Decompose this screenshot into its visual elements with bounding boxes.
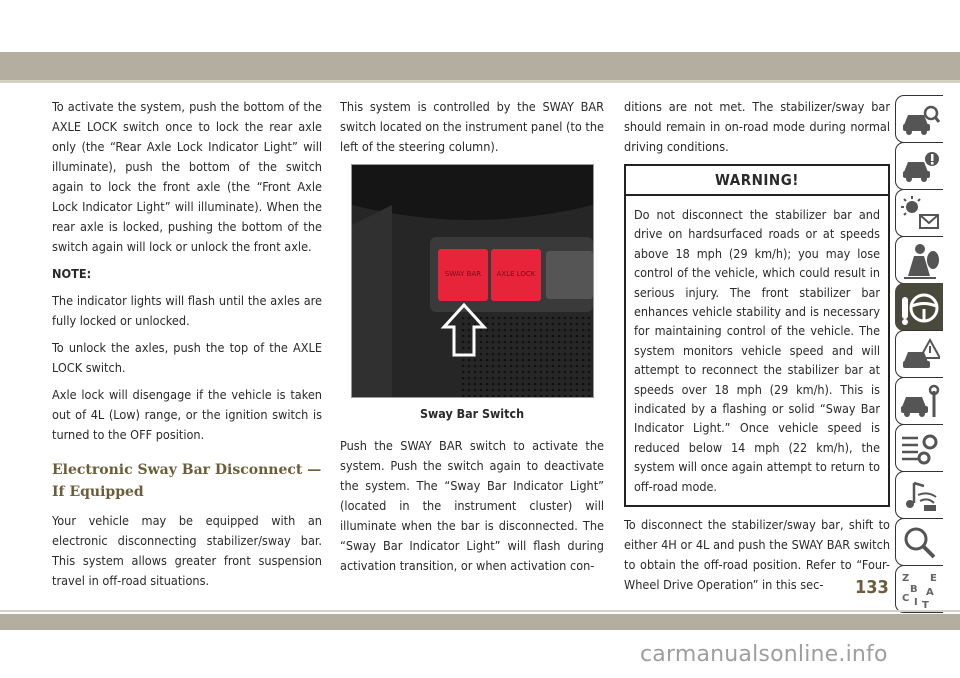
paragraph: To unlock the axles, push the top of the AXLE LOCK switch. bbox=[52, 340, 322, 375]
paragraph: ditions are not met. The stabilizer/sway bar should remain in on-road mode during normal driving conditions. bbox=[624, 99, 890, 154]
axle-label: AXLE LOCK bbox=[496, 270, 535, 278]
top-band bbox=[0, 52, 960, 80]
paragraph: Push the SWAY BAR switch to activate the system. Push the switch again to deactivate the system. The “Sway Bar Indicator Light” (located in the instrument cluster) will illuminate when the bar is disconnected. The “Sway Bar Indicator Light” will flash during activation transition, or when activation con- bbox=[340, 438, 604, 573]
index-letter: C bbox=[902, 593, 910, 604]
warning-text: Do not disconnect the stabilizer bar and drive on hardsurfaced roads or at speeds above 18 mph (29 km/h); you may lose control of the vehicle, which could result in serious injury. The front stabilizer bar enhances vehicle stability and is necessary for maintaining control of the vehicle. The system monitors vehicle speed and will attempt to reconnect the stabilizer bar at speeds over 18 mph (29 km/h). This is indicated by a flashing or solid “Sway Bar Indicator Light.” Once vehicle speed is reduced below 14 mph (22 km/h), the system will once again attempt to return to off-road mode. bbox=[634, 207, 880, 494]
tab-car-info[interactable] bbox=[895, 142, 943, 190]
tab-airbag-seat[interactable] bbox=[895, 236, 943, 284]
warning-box bbox=[624, 164, 890, 507]
tab-car-wrench[interactable] bbox=[895, 377, 943, 425]
index-letter: Z bbox=[902, 573, 910, 584]
tab-car-search[interactable] bbox=[895, 95, 943, 143]
specs-gear-icon bbox=[900, 430, 940, 468]
tab-warning-lights[interactable] bbox=[895, 189, 943, 237]
car-wrench-icon bbox=[900, 383, 940, 421]
car-hazard-icon bbox=[900, 336, 940, 374]
airbag-seat-icon bbox=[900, 242, 940, 280]
index-letter: T bbox=[922, 600, 929, 609]
bottom-band bbox=[0, 614, 960, 630]
index-letter: I bbox=[914, 597, 918, 608]
column-3 bbox=[624, 97, 890, 602]
photo-caption: Sway Bar Switch bbox=[419, 406, 525, 421]
watermark: carmanualsonline.info bbox=[640, 642, 888, 667]
column-1 bbox=[52, 97, 322, 598]
warning-lights-icon bbox=[900, 195, 940, 233]
car-search-icon bbox=[900, 101, 940, 139]
multimedia-icon bbox=[900, 477, 940, 515]
tab-car-hazard[interactable] bbox=[895, 330, 943, 378]
paragraph: To disconnect the stabilizer/sway bar, shift to either 4H or 4L and push the SWAY BAR switch to obtain the off-road position. Refer to “Four-Wheel Drive Operation” in this sec- bbox=[624, 517, 890, 593]
index-letter: B bbox=[910, 584, 918, 595]
column-2 bbox=[340, 97, 604, 583]
paragraph: To activate the system, push the bottom of the AXLE LOCK switch once to lock the rear axle only (the “Rear Axle Lock Indicator Light” will illuminate), push the bottom of the switch again to lock the front axle (the “Front Axle Lock Indicator Light” will illuminate). When the rear axle is locked, pushing the bottom of the switch again will lock or unlock the front axle. bbox=[52, 99, 322, 254]
paragraph: Your vehicle may be equipped with an electronic disconnecting stabilizer/sway bar. This system allows greater front suspension travel in off-road situations. bbox=[52, 513, 322, 588]
tab-specs-gear[interactable] bbox=[895, 424, 943, 472]
note-text: The indicator lights will flash until the axles are fully locked or unlocked. bbox=[52, 293, 322, 328]
car-info-icon bbox=[900, 148, 940, 186]
tab-magnifier[interactable] bbox=[895, 518, 943, 566]
warning-title: WARNING! bbox=[626, 166, 888, 196]
note-label: NOTE: bbox=[52, 266, 92, 281]
index-letter: A bbox=[926, 587, 934, 598]
sway-bar-switch-photo bbox=[351, 164, 594, 398]
page-number: 133 bbox=[855, 577, 889, 598]
magnifier-icon bbox=[900, 524, 940, 562]
steering-wheel-icon bbox=[900, 289, 940, 327]
tab-index[interactable] bbox=[895, 565, 943, 613]
paragraph: Axle lock will disengage if the vehicle is taken out of 4L (Low) range, or the ignition switch is turned to the OFF position. bbox=[52, 387, 322, 442]
tab-steering-wheel[interactable] bbox=[895, 283, 943, 331]
tab-multimedia[interactable] bbox=[895, 471, 943, 519]
index-letter: E bbox=[930, 573, 937, 584]
sway-label: SWAY BAR bbox=[444, 270, 481, 278]
section-heading: Electronic Sway Bar Disconnect — If Equipped bbox=[52, 462, 322, 500]
index-letters-icon bbox=[900, 571, 940, 609]
paragraph: This system is controlled by the SWAY BAR switch located on the instrument panel (to the left of the steering column). bbox=[340, 99, 604, 154]
